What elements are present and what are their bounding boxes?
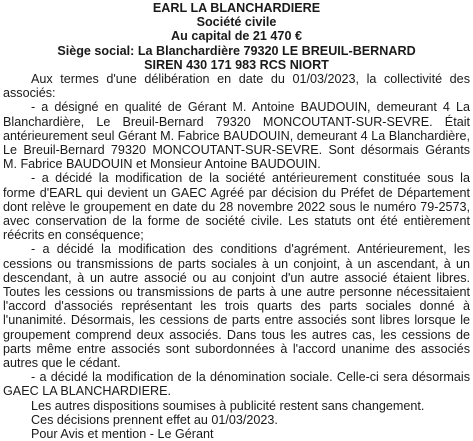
legal-notice bbox=[3, 1, 470, 441]
notice-intro: Aux termes d'une délibération en date du 01/03/2023, la collectivité des associés: bbox=[3, 72, 470, 101]
share-capital: Au capital de 21 470 € bbox=[171, 29, 302, 44]
siren-number: SIREN 430 171 983 RCS NIORT bbox=[144, 57, 329, 72]
resolution-name-change: - a décidé la modification de la dénomination sociale. Celle-ci sera désormais GAEC LA BLANCHARDIERE. bbox=[3, 370, 470, 399]
registered-office: Siège social: La Blanchardière 79320 LE BREUIL-BERNARD bbox=[57, 43, 416, 58]
effective-date-statement: Ces décisions prennent effet au 01/03/2023. bbox=[31, 412, 278, 427]
notice-signature: Pour Avis et mention - Le Gérant bbox=[31, 427, 214, 441]
company-form: Société civile bbox=[196, 15, 277, 30]
resolution-manager-appointment: - a désigné en qualité de Gérant M. Antoine BAUDOUIN, demeurant 4 La Blanchardière, Le Breuil-Bernard 79320 MONCOUTANT-SUR-SEVRE. Était antérieurement seul Gérant M. Fabrice BAUDOUIN, demeurant 4 La Blanchardière, Le Breuil-Bernard 79320 MONCOUTANT-SUR-SEVRE. Sont désormais Gérants M. Fabrice BAUDOUIN et Monsieur Antoine BAUDOUIN. bbox=[3, 100, 470, 172]
notice-header bbox=[3, 1, 470, 72]
resolution-approval-conditions: - a décidé la modification des conditions d'agrément. Antérieurement, les cessions ou transmissions de parts sociales à un conjoint, à un ascendant, à un descendant, à un autre associé ou au conjoint d'un autre associé étaient libres. Toutes les cessions ou transmissions de parts à une autre personne nécessitaient l'accord d'associés représentant les trois quarts des parts sociales donné à l'unanimité. Désormais, les cessions de parts entre associés sont libres lorsque le groupement comprend deux associés. Dans tous les autres cas, les cessions de parts même entre associés sont subordonnées à l'accord unanime des associés autres que le cédant. bbox=[3, 242, 470, 371]
company-name: EARL LA BLANCHARDIERE bbox=[152, 1, 321, 15]
other-provisions-statement: Les autres dispositions soumises à publicité restent sans changement. bbox=[31, 398, 425, 413]
resolution-company-transformation: - a décidé la modification de la société antérieurement constituée sous la forme d'EARL qui devient un GAEC Agréé par décision du Préfet de Département dont relève le groupement en date du 28 novembre 2022 sous le numéro 79-2573, avec conservation de la forme de société civile. Les statuts ont été entièrement réécrits en conséquence; bbox=[3, 171, 470, 243]
